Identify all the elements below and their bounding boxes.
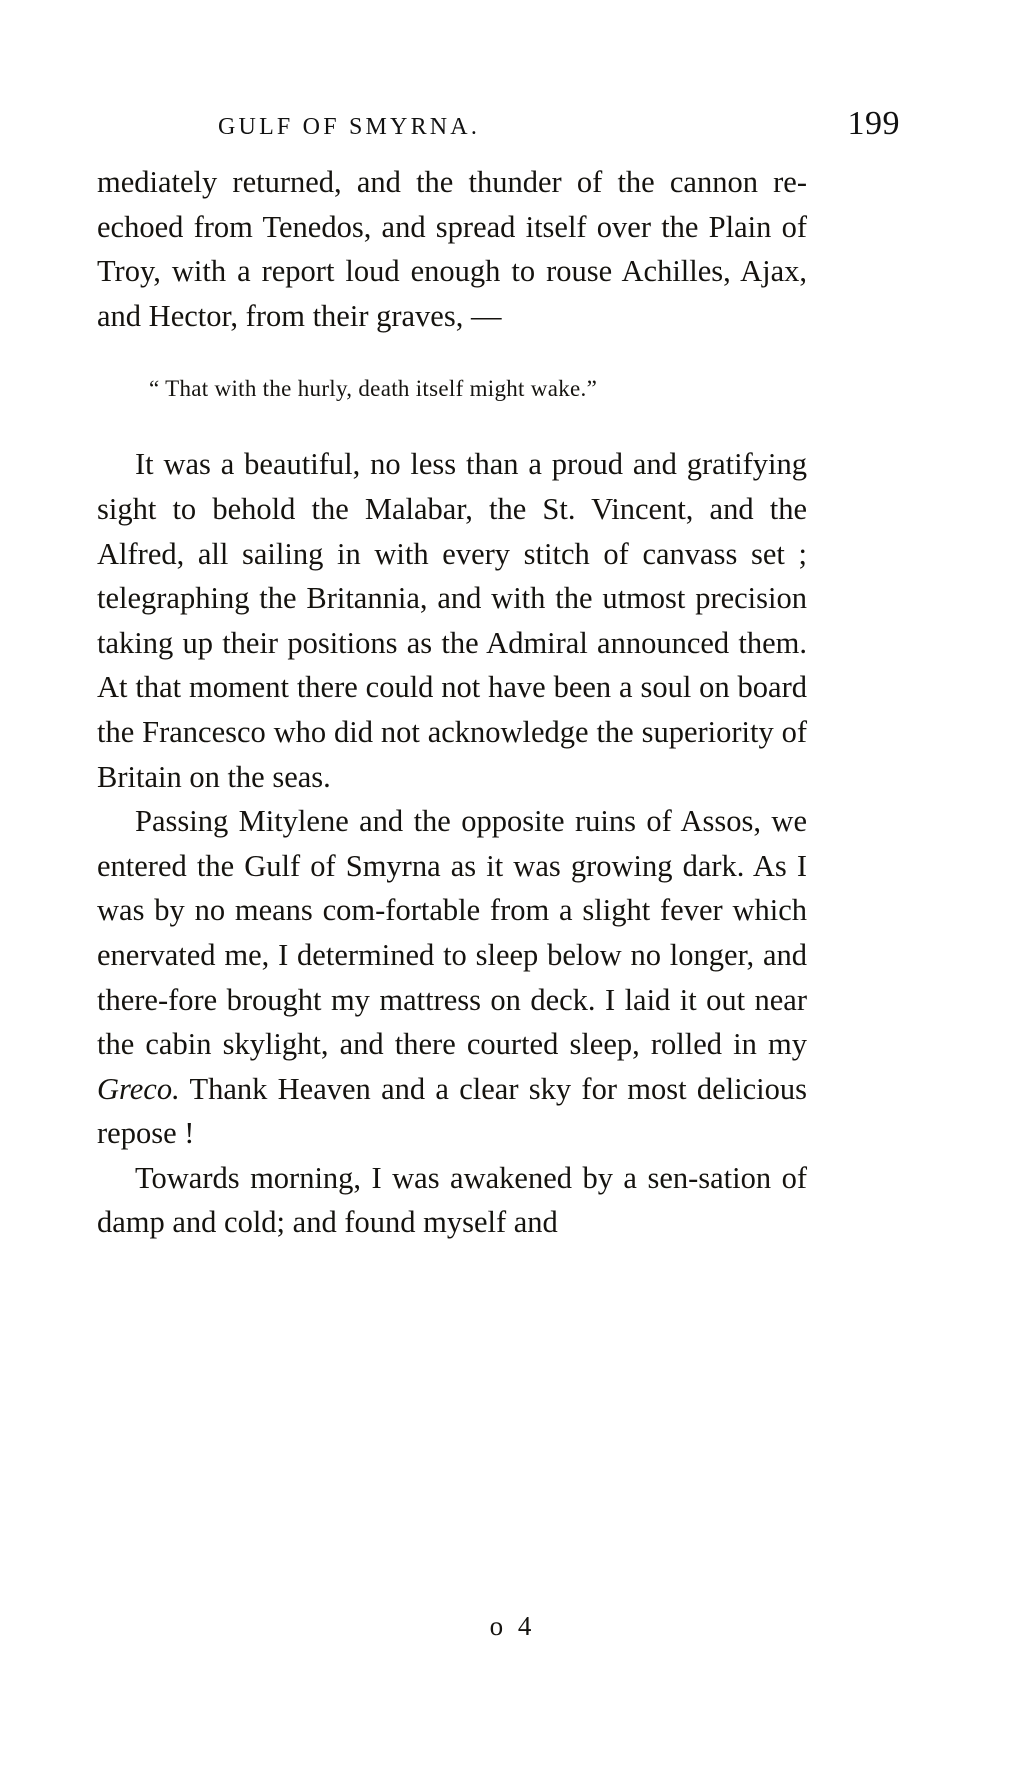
- signature-mark: [0, 1611, 1025, 1642]
- paragraph-three-part-2: Thank Heaven and a clear sky for most delicious repose !: [97, 1071, 807, 1151]
- paragraph-four: Towards morning, I was awakened by a sen-sation of damp and cold; and found myself and: [97, 1160, 807, 1240]
- paragraph-three-part-1: Passing Mitylene and the opposite ruins of Assos, we entered the Gulf of Smyrna as it was growing dark. As I was by no means com-fortable from a slight fever which enervated me, I determined to sleep below no longer, and there-fore brought my mattress on deck. I laid it out near the cabin skylight, and there courted sleep, rolled in my: [97, 804, 807, 1062]
- running-head: GULF OF SMYRNA.: [218, 114, 481, 140]
- body-text: [97, 160, 807, 1245]
- paragraph-three: [97, 799, 807, 1156]
- verse-quotation: “ That with the hurly, death itself might wake.”: [149, 376, 598, 402]
- paragraph-continued: mediately returned, and the thunder of the cannon re-echoed from Tenedos, and spread itself over the Plain of Troy, with a report loud enough to rouse Achilles, Ajax, and Hector, from their graves, —: [97, 165, 807, 333]
- page-number: 199: [847, 105, 900, 142]
- italic-term-greco: Greco.: [97, 1071, 180, 1106]
- page-header: [100, 105, 900, 143]
- paragraph-two: It was a beautiful, no less than a proud and gratifying sight to behold the Malabar, the St. Vincent, and the Alfred, all sailing in with every stitch of canvass set ; telegraphing the Britannia, and with the utmost precision taking up their positions as the Admiral announced them. At that moment there could not have been a soul on board the Francesco who did not acknowledge the superiority of Britain on the seas.: [97, 447, 807, 794]
- signature-label: o 4: [489, 1611, 536, 1641]
